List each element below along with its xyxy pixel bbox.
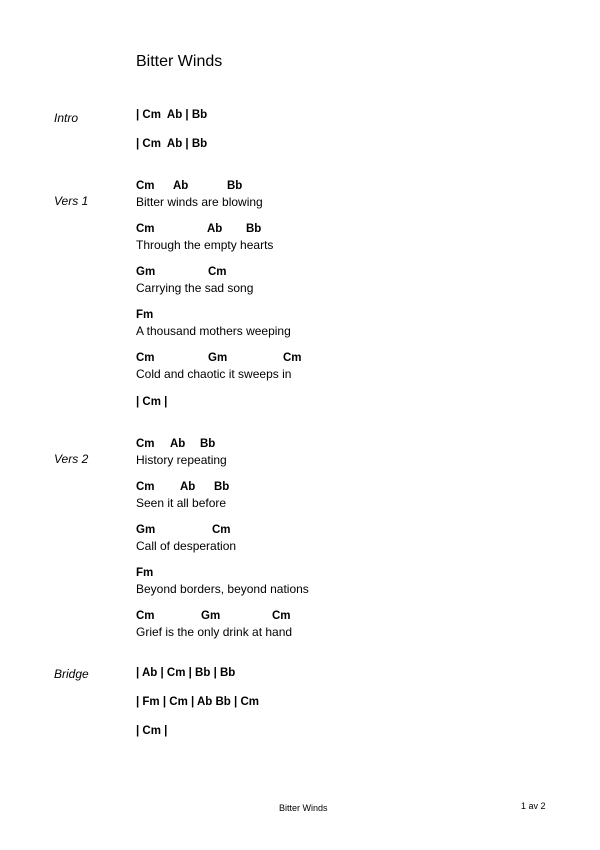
chord: Bb [227,180,243,192]
section-label-intro: Intro [54,111,79,125]
lyric-line: History repeating [136,453,227,467]
lyric-line: Grief is the only drink at hand [136,625,293,639]
chord: Cm [208,266,227,278]
lyric-line: Cold and chaotic it sweeps in [136,367,292,381]
lyric-line: Beyond borders, beyond nations [136,582,309,596]
chord: Bb [246,223,262,235]
chord: Cm [136,352,155,364]
lyric-line: Seen it all before [136,496,227,510]
lyric-line: Carrying the sad song [136,281,254,295]
chord: Cm [136,180,155,192]
section-label-vers-2: Vers 2 [54,452,89,466]
chord: Cm [136,610,155,622]
chord: Cm [136,438,155,450]
lyric-line: Bitter winds are blowing [136,195,263,209]
intro-chord-line-1: | Cm Ab | Bb [136,109,208,121]
chord: Ab [173,180,189,192]
chord: Cm [136,223,155,235]
chord: Ab [207,223,223,235]
chord: Cm [283,352,302,364]
chord: Gm [136,266,156,278]
section-label-vers-1: Vers 1 [54,194,89,208]
chord: Cm [212,524,231,536]
bridge-chord-line-3: | Cm | [136,725,168,737]
lyric-line: Through the empty hearts [136,238,274,252]
chord: Bb [200,438,216,450]
chord: Fm [136,309,154,321]
chord: Cm [136,481,155,493]
chord: Ab [170,438,186,450]
chord: Gm [208,352,228,364]
bridge-chord-line-1: | Ab | Cm | Bb | Bb [136,667,236,679]
chord: Gm [136,524,156,536]
section-label-bridge: Bridge [54,667,89,681]
footer-title: Bitter Winds [279,803,328,813]
vers1-end-chord: | Cm | [136,396,168,408]
page-number: 1 av 2 [521,801,546,811]
bridge-chord-line-2: | Fm | Cm | Ab Bb | Cm [136,696,259,708]
song-title: Bitter Winds [136,53,223,70]
lyric-line: A thousand mothers weeping [136,324,291,338]
chord: Ab [180,481,196,493]
chord: Gm [201,610,221,622]
chord: Fm [136,567,154,579]
chord: Cm [272,610,291,622]
chord: Bb [214,481,230,493]
intro-chord-line-2: | Cm Ab | Bb [136,138,208,150]
lyric-line: Call of desperation [136,539,237,553]
